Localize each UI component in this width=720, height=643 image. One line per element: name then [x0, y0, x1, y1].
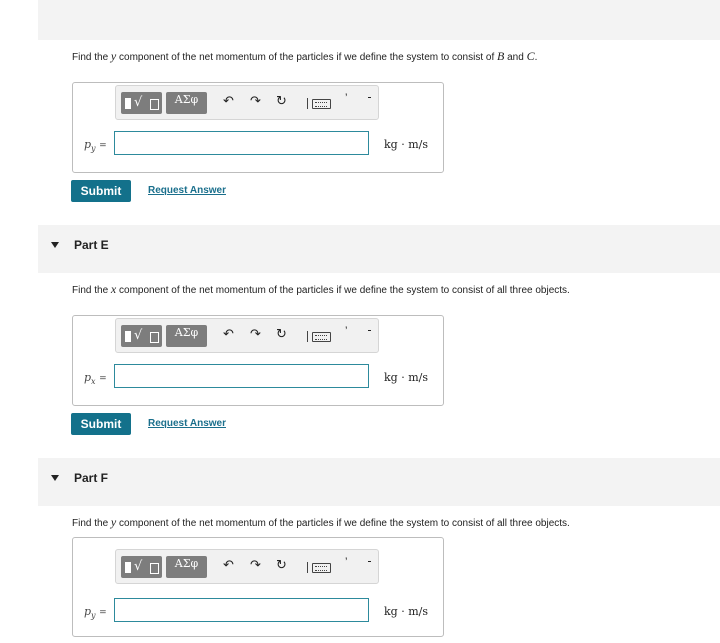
undo-icon[interactable]: ↶	[223, 558, 234, 573]
part-d-unit: kg · m/s	[384, 138, 428, 151]
greek-letters-icon: ΑΣφ	[174, 326, 199, 339]
greek-letters-button[interactable]	[166, 92, 207, 114]
part-e-answer-box	[72, 315, 444, 406]
part-d-submit-button[interactable]: Submit	[71, 180, 131, 202]
dash-button[interactable]	[368, 97, 371, 98]
part-f-question: Find the y component of the net momentum of the particles if we define the system to consist of all three objects.	[72, 515, 570, 529]
dash-button[interactable]	[368, 330, 371, 331]
part-e-title: Part E	[74, 238, 109, 252]
reset-icon[interactable]: ↻	[276, 94, 287, 109]
math-toolbar	[115, 318, 379, 353]
part-e-request-answer-link[interactable]: Request Answer	[148, 418, 226, 429]
comma-button[interactable]: ’	[345, 325, 348, 337]
templates-icon	[125, 98, 131, 109]
greek-letters-button[interactable]	[166, 325, 207, 347]
part-f-header[interactable]	[0, 465, 720, 491]
reset-icon[interactable]: ↻	[276, 327, 287, 342]
greek-letters-icon: ΑΣφ	[174, 93, 199, 106]
undo-icon[interactable]: ↶	[223, 327, 234, 342]
part-d-body	[38, 0, 720, 40]
part-d-variable-label: $p_y$ =	[84, 138, 107, 154]
part-e-variable-label: $p_x$ =	[84, 371, 107, 387]
part-e-header[interactable]	[0, 232, 720, 258]
part-f-unit: kg · m/s	[384, 605, 428, 618]
part-e-answer-input[interactable]	[114, 364, 369, 388]
keyboard-icon[interactable]	[312, 99, 331, 109]
comma-button[interactable]: ’	[345, 92, 348, 104]
caret-down-icon[interactable]	[51, 242, 59, 248]
part-e-question: Find the x component of the net momentum of the particles if we define the system to consist of all three objects.	[72, 282, 570, 296]
greek-letters-button[interactable]	[166, 556, 207, 578]
math-toolbar	[115, 85, 379, 120]
part-d-answer-input[interactable]	[114, 131, 369, 155]
redo-icon[interactable]: ↷	[250, 327, 261, 342]
keyboard-icon[interactable]	[312, 563, 331, 573]
templates-button[interactable]: √	[121, 325, 162, 347]
greek-letters-icon: ΑΣφ	[174, 557, 199, 570]
templates-button[interactable]: √	[121, 92, 162, 114]
math-toolbar	[115, 549, 379, 584]
part-d-question: Find the y component of the net momentum of the particles if we define the system to consist of B and C.	[72, 49, 538, 63]
keyboard-icon[interactable]	[312, 332, 331, 342]
templates-icon	[125, 562, 131, 573]
reset-icon[interactable]: ↻	[276, 558, 287, 573]
undo-icon[interactable]: ↶	[223, 94, 234, 109]
redo-icon[interactable]: ↷	[250, 558, 261, 573]
part-d-answer-box	[72, 82, 444, 173]
templates-button[interactable]: √	[121, 556, 162, 578]
part-f-answer-box	[72, 537, 444, 637]
part-e-unit: kg · m/s	[384, 371, 428, 384]
part-f-title: Part F	[74, 471, 109, 485]
part-e-submit-button[interactable]: Submit	[71, 413, 131, 435]
comma-button[interactable]: ’	[345, 556, 348, 568]
redo-icon[interactable]: ↷	[250, 94, 261, 109]
dash-button[interactable]	[368, 561, 371, 562]
caret-down-icon[interactable]	[51, 475, 59, 481]
part-f-variable-label: $p_y$ =	[84, 605, 107, 621]
templates-icon	[125, 331, 131, 342]
part-f-answer-input[interactable]	[114, 598, 369, 622]
part-d-request-answer-link[interactable]: Request Answer	[148, 185, 226, 196]
